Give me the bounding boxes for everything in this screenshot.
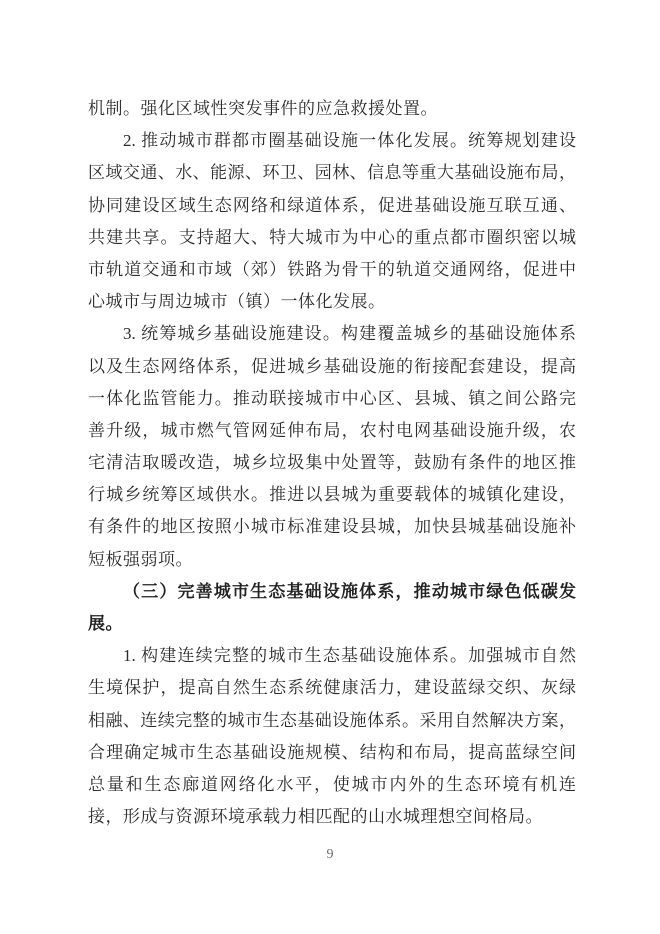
text-line: 2. 推动城市群都市圈基础设施一体化发展。统筹规划建设 [123, 131, 576, 151]
text-line: 以及生态网络体系，促进城乡基础设施的衔接配套建设，提高 [88, 356, 576, 376]
text-line: 共建共享。支持超大、特大城市为中心的重点都市圈织密以城 [88, 227, 576, 247]
document-text-block [88, 93, 576, 833]
text-line: 宅清洁取暖改造，城乡垃圾集中处置等，鼓励有条件的地区推 [88, 453, 576, 473]
text-line: 一体化监管能力。推动联接城市中心区、县城、镇之间公路完 [88, 388, 576, 408]
text-line: 接，形成与资源环境承载力相匹配的山水城理想空间格局。 [88, 807, 543, 827]
section-heading-line: 展。 [88, 614, 123, 633]
text-line: 行城乡统筹区域供水。推进以县城为重要载体的城镇化建设， [88, 485, 576, 505]
text-line: 协同建设区域生态网络和绿道体系，促进基础设施互联互通、 [88, 195, 576, 215]
text-line: 心城市与周边城市（镇）一体化发展。 [88, 292, 386, 312]
text-line: 生境保护，提高自然生态系统健康活力，建设蓝绿交织、灰绿 [88, 678, 576, 698]
text-line: 机制。强化区域性突发事件的应急救援处置。 [88, 99, 438, 118]
text-line: 合理确定城市生态基础设施规模、结构和布局，提高蓝绿空间 [88, 742, 576, 762]
text-line: 相融、连续完整的城市生态基础设施体系。采用自然解决方案， [88, 710, 576, 730]
text-line: 市轨道交通和市域（郊）铁路为骨干的轨道交通网络，促进中 [88, 259, 576, 279]
text-line: 区域交通、水、能源、环卫、园林、信息等重大基础设施布局， [88, 163, 576, 183]
text-line: 总量和生态廊道网络化水平，使城市内外的生态环境有机连 [88, 774, 576, 794]
text-line: 1. 构建连续完整的城市生态基础设施体系。加强城市自然 [123, 646, 576, 666]
text-line: 短板强弱项。 [88, 549, 193, 569]
text-line: 3. 统筹城乡基础设施建设。构建覆盖城乡的基础设施体系 [123, 324, 576, 344]
text-line: 有条件的地区按照小城市标准建设县城，加快县城基础设施补 [88, 517, 576, 537]
text-line: 善升级，城市燃气管网延伸布局，农村电网基础设施升级，农 [88, 420, 576, 440]
section-heading-line: （三）完善城市生态基础设施体系，推动城市绿色低碳发 [123, 581, 576, 601]
page-number: 9 [326, 847, 334, 862]
